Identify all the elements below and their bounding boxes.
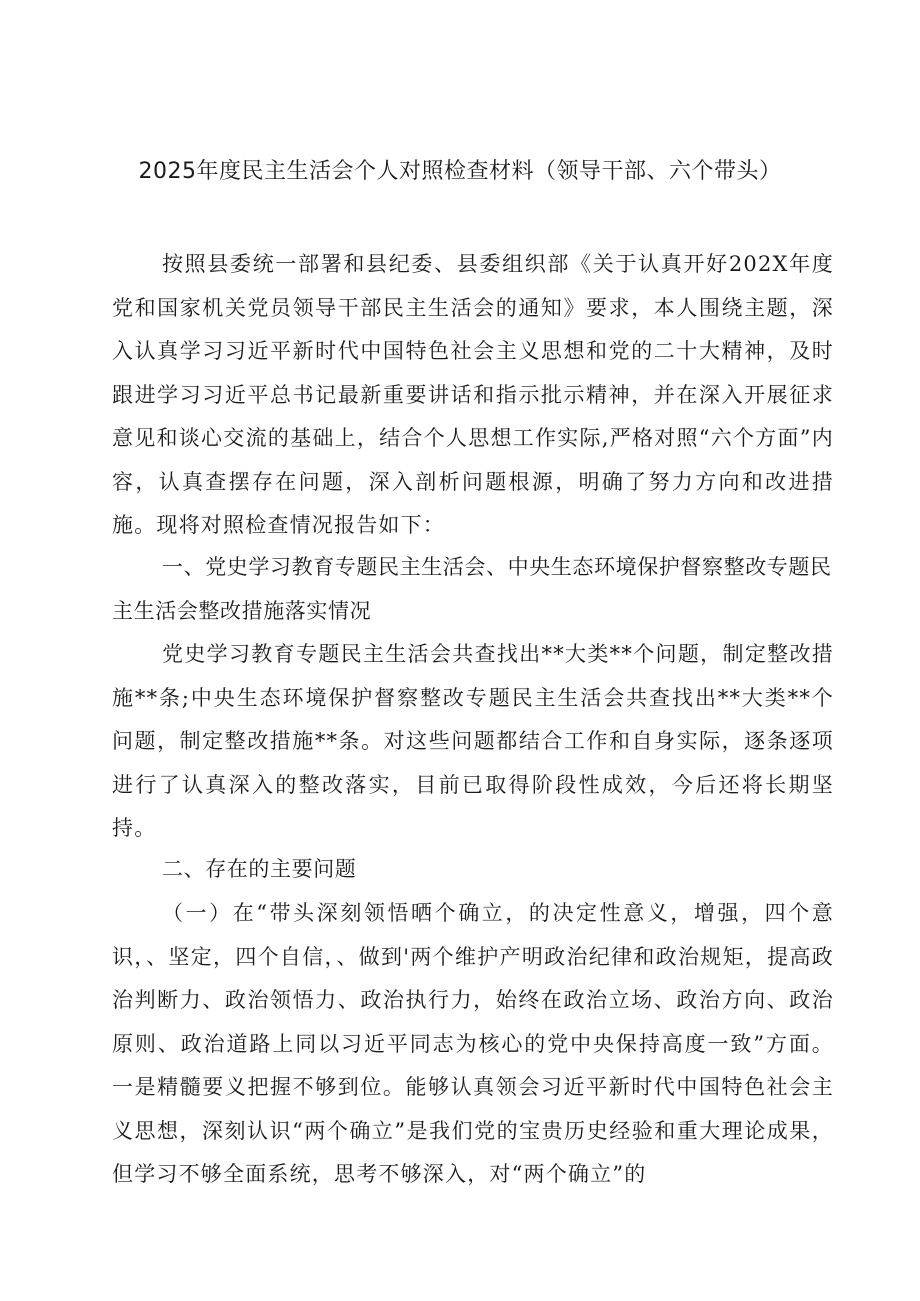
section-heading-2: 二、存在的主要问题 bbox=[162, 857, 357, 881]
section-1-paragraph: 党史学习教育专题民主生活会共查找出**大类**个问题，制定整改措施**条;中央生态环境保护督察整改专题民主生活会共查找出**大类**个问题，制定整改措施**条。对这些问题都结合工作和自身实际，逐条逐项进行了认真深入的整改落实，目前已取得阶段性成效，今后还将长期坚持。 bbox=[112, 642, 834, 840]
section-heading-1: 一、党史学习教育专题民主生活会、中央生态环境保护督察整改专题民主生活会整改措施落实情况 bbox=[112, 555, 832, 623]
document-title: 2025年度民主生活会个人对照检查材料（领导干部、六个带头） bbox=[138, 159, 782, 184]
section-2-paragraph: （一）在“带头深刻领悟晒个确立，的决定性意义，增强，四个意识，、坚定，四个自信，、做到'两个维护产明政治纪律和政治规矩，提高政治判断力、政治领悟力、政治执行力，始终在政治立场、政治方向、政治原则、政治道路上同以习近平同志为核心的党中央保持高度一致”方面。一是精髓要义把握不够到位。能够认真领会习近平新时代中国特色社会主义思想，深刻认识“两个确立”是我们党的宝贵历史经验和重大理论成果，但学习不够全面系统，思考不够深入，对“两个确立”的 bbox=[112, 901, 834, 1186]
intro-paragraph: 按照县委统一部署和县纪委、县委组织部《关于认真开好202X年度党和国家机关党员领导干部民主生活会的通知》要求，本人围绕主题，深入认真学习习近平新时代中国特色社会主义思想和党的二十大精神，及时跟进学习习近平总书记最新重要讲话和指示批示精神，并在深入开展征求意见和谈心交流的基础上，结合个人思想工作实际,严格对照“六个方面”内容，认真查摆存在问题，深入剖析问题根源，明确了努力方向和改进措施。现将对照检查情况报告如下： bbox=[112, 252, 834, 537]
